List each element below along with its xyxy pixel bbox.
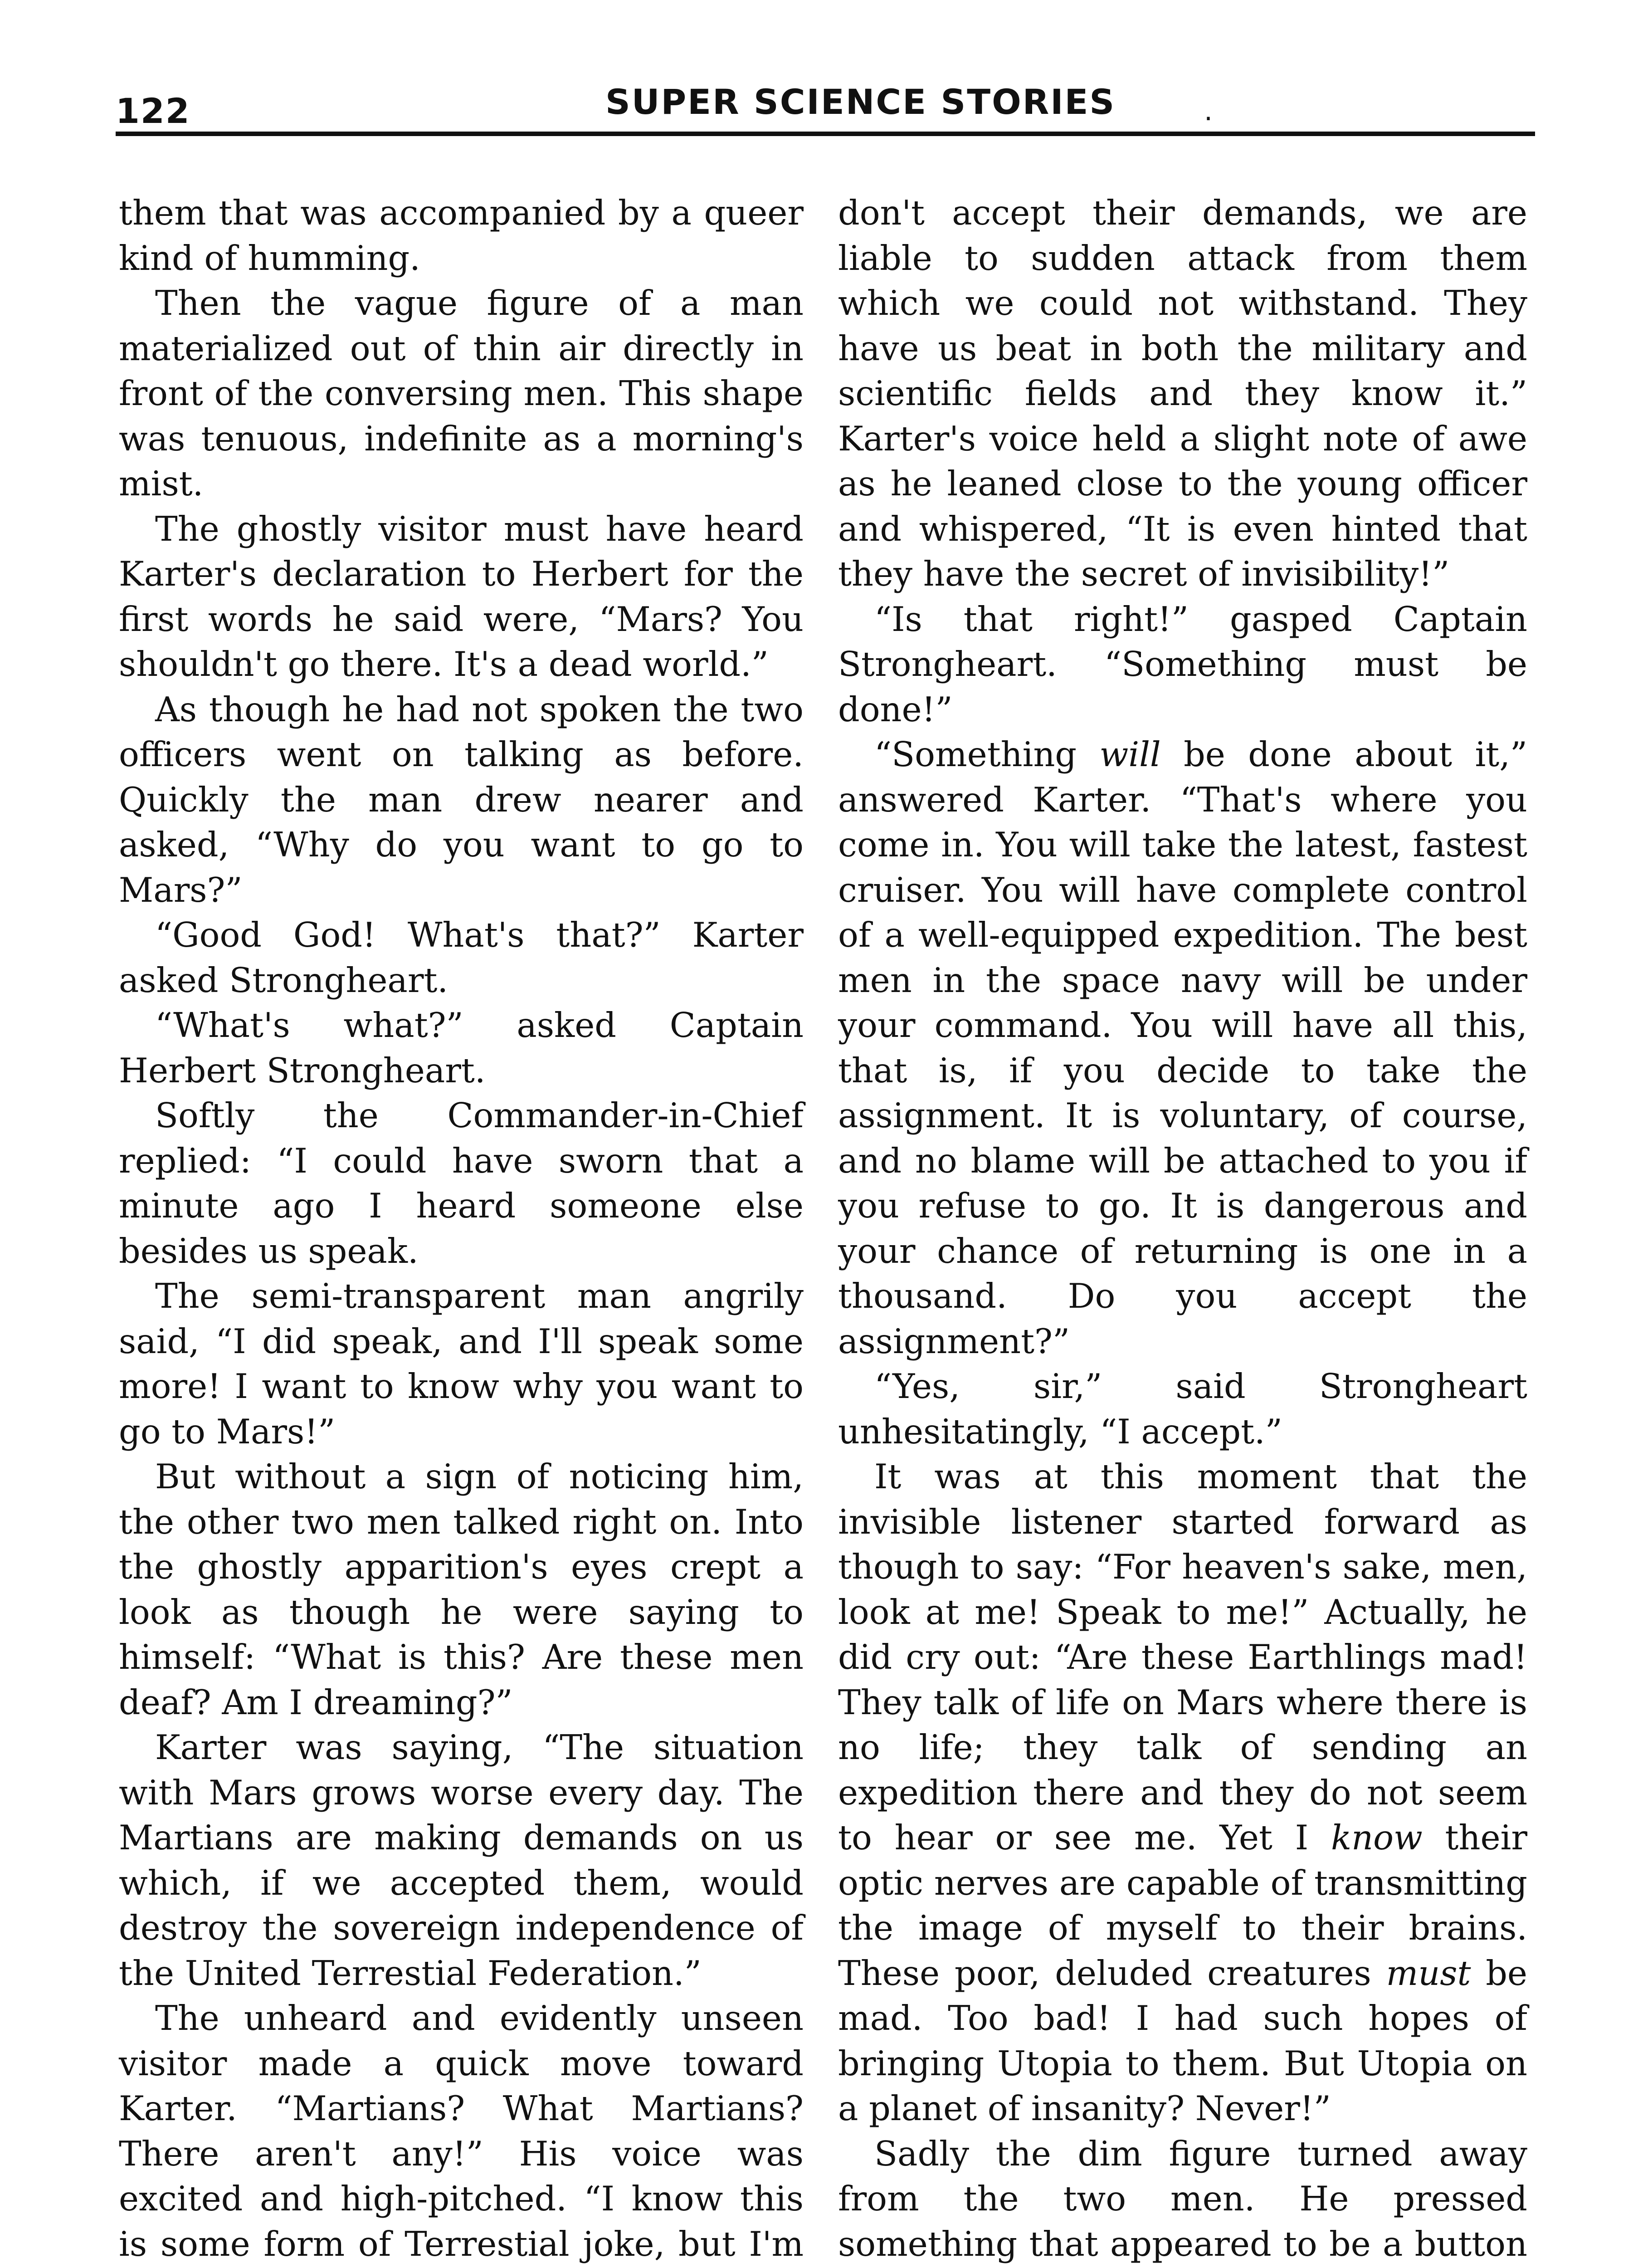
running-title: SUPER SCIENCE STORIES xyxy=(605,82,1116,122)
emphasis: must xyxy=(1386,1953,1471,1993)
page-header xyxy=(116,77,1535,136)
paragraph: Softly the Commander-in-Chief replied: “I could have sworn that a minute ago I heard someone else besides us speak. xyxy=(119,1096,804,1271)
paragraph: Sadly the dim figure turned away from the two men. He pressed something that appeared to be a button xyxy=(838,2134,1527,2264)
text-run: their optic nerves are capable of transmitting the image of myself to their brains. These poor, deluded creatures xyxy=(838,1818,1527,1993)
left-column xyxy=(119,191,804,2268)
emphasis: know xyxy=(1331,1818,1423,1857)
paragraph: Karter was saying, “The situation with Mars grows worse every day. The Martians are making demands on us which, if we accepted them, would destroy the sovereign independence of the United Terrestial Federation.” xyxy=(119,1728,804,1993)
paragraph: The ghostly visitor must have heard Karter's declaration to Herbert for the first words he said were, “Mars? You shouldn't go there. It's a dead world.” xyxy=(119,509,804,684)
text-run: It was at this moment that the invisible listener started forward as though to say: “For heaven's sake, men, look at me! Speak to me!” Actually, he did cry out: “Are these Earthlings mad! They talk of life on Mars where there is no life; they talk of sending an expedition there and they do not seem to hear or see me. Yet I xyxy=(838,1457,1527,1857)
paragraph: The semi-transparent man angrily said, “I did speak, and I'll speak some more! I want to know why you want to go to Mars!” xyxy=(119,1276,804,1452)
header-mark: . xyxy=(1204,95,1213,127)
text-run: be done about it,” answered Karter. “That's where you come in. You will take the latest, fastest cruiser. You will have complete control of a well-equipped expedition. The best men in the space navy will be under your command. You will have all this, that is, if you decide to take the assignment. It is voluntary, of course, and no blame will be attached to you if you refuse to go. It is dangerous and your chance of returning is one in a thousand. Do you accept the assignment?” xyxy=(838,735,1528,1361)
paragraph: “Good God! What's that?” Karter asked Strongheart. xyxy=(119,915,804,1000)
paragraph: “Is that right!” gasped Captain Strongheart. “Something must be done!” xyxy=(838,599,1527,729)
header-rule xyxy=(116,132,1535,136)
paragraph: The unheard and evidently unseen visitor made a quick move toward Karter. “Martians? What Martians? There aren't any!” His voice was excited and high-pitched. “I know this is some form of Terrestial joke, but I'm xyxy=(119,1999,804,2264)
page-number: 122 xyxy=(116,91,190,131)
paragraph: “Yes, sir,” said Strongheart unhesitatingly, “I accept.” xyxy=(838,1367,1527,1452)
text-run: “Something xyxy=(874,735,1100,774)
right-column xyxy=(838,191,1527,2268)
paragraph: don't accept their demands, we are liable to sudden attack from them which we could not withstand. They have us beat in both the military and scientific fields and they know it.” Karter's voice held a slight note of awe as he leaned close to the young officer and whispered, “It is even hinted that they have the secret of invisibility!” xyxy=(838,193,1527,594)
emphasis: will xyxy=(1099,735,1161,774)
paragraph xyxy=(838,1454,1527,2131)
paragraph: them that was accompanied by a queer kind of humming. xyxy=(119,193,804,278)
paragraph xyxy=(838,732,1527,1364)
paragraph: Then the vague figure of a man materialized out of thin air directly in front of the conversing men. This shape was tenuous, indefinite as a morning's mist. xyxy=(119,284,804,503)
paragraph: “What's what?” asked Captain Herbert Strongheart. xyxy=(119,1006,804,1090)
paragraph: But without a sign of noticing him, the other two men talked right on. Into the ghostly apparition's eyes crept a look as though he were saying to himself: “What is this? Are these men deaf? Am I dreaming?” xyxy=(119,1457,804,1722)
paragraph: As though he had not spoken the two officers went on talking as before. Quickly the man drew nearer and asked, “Why do you want to go to Mars?” xyxy=(119,689,804,910)
text-run: be mad. Too bad! I had such hopes of bringing Utopia to them. But Utopia on a planet of insanity? Never!” xyxy=(838,1953,1527,2128)
